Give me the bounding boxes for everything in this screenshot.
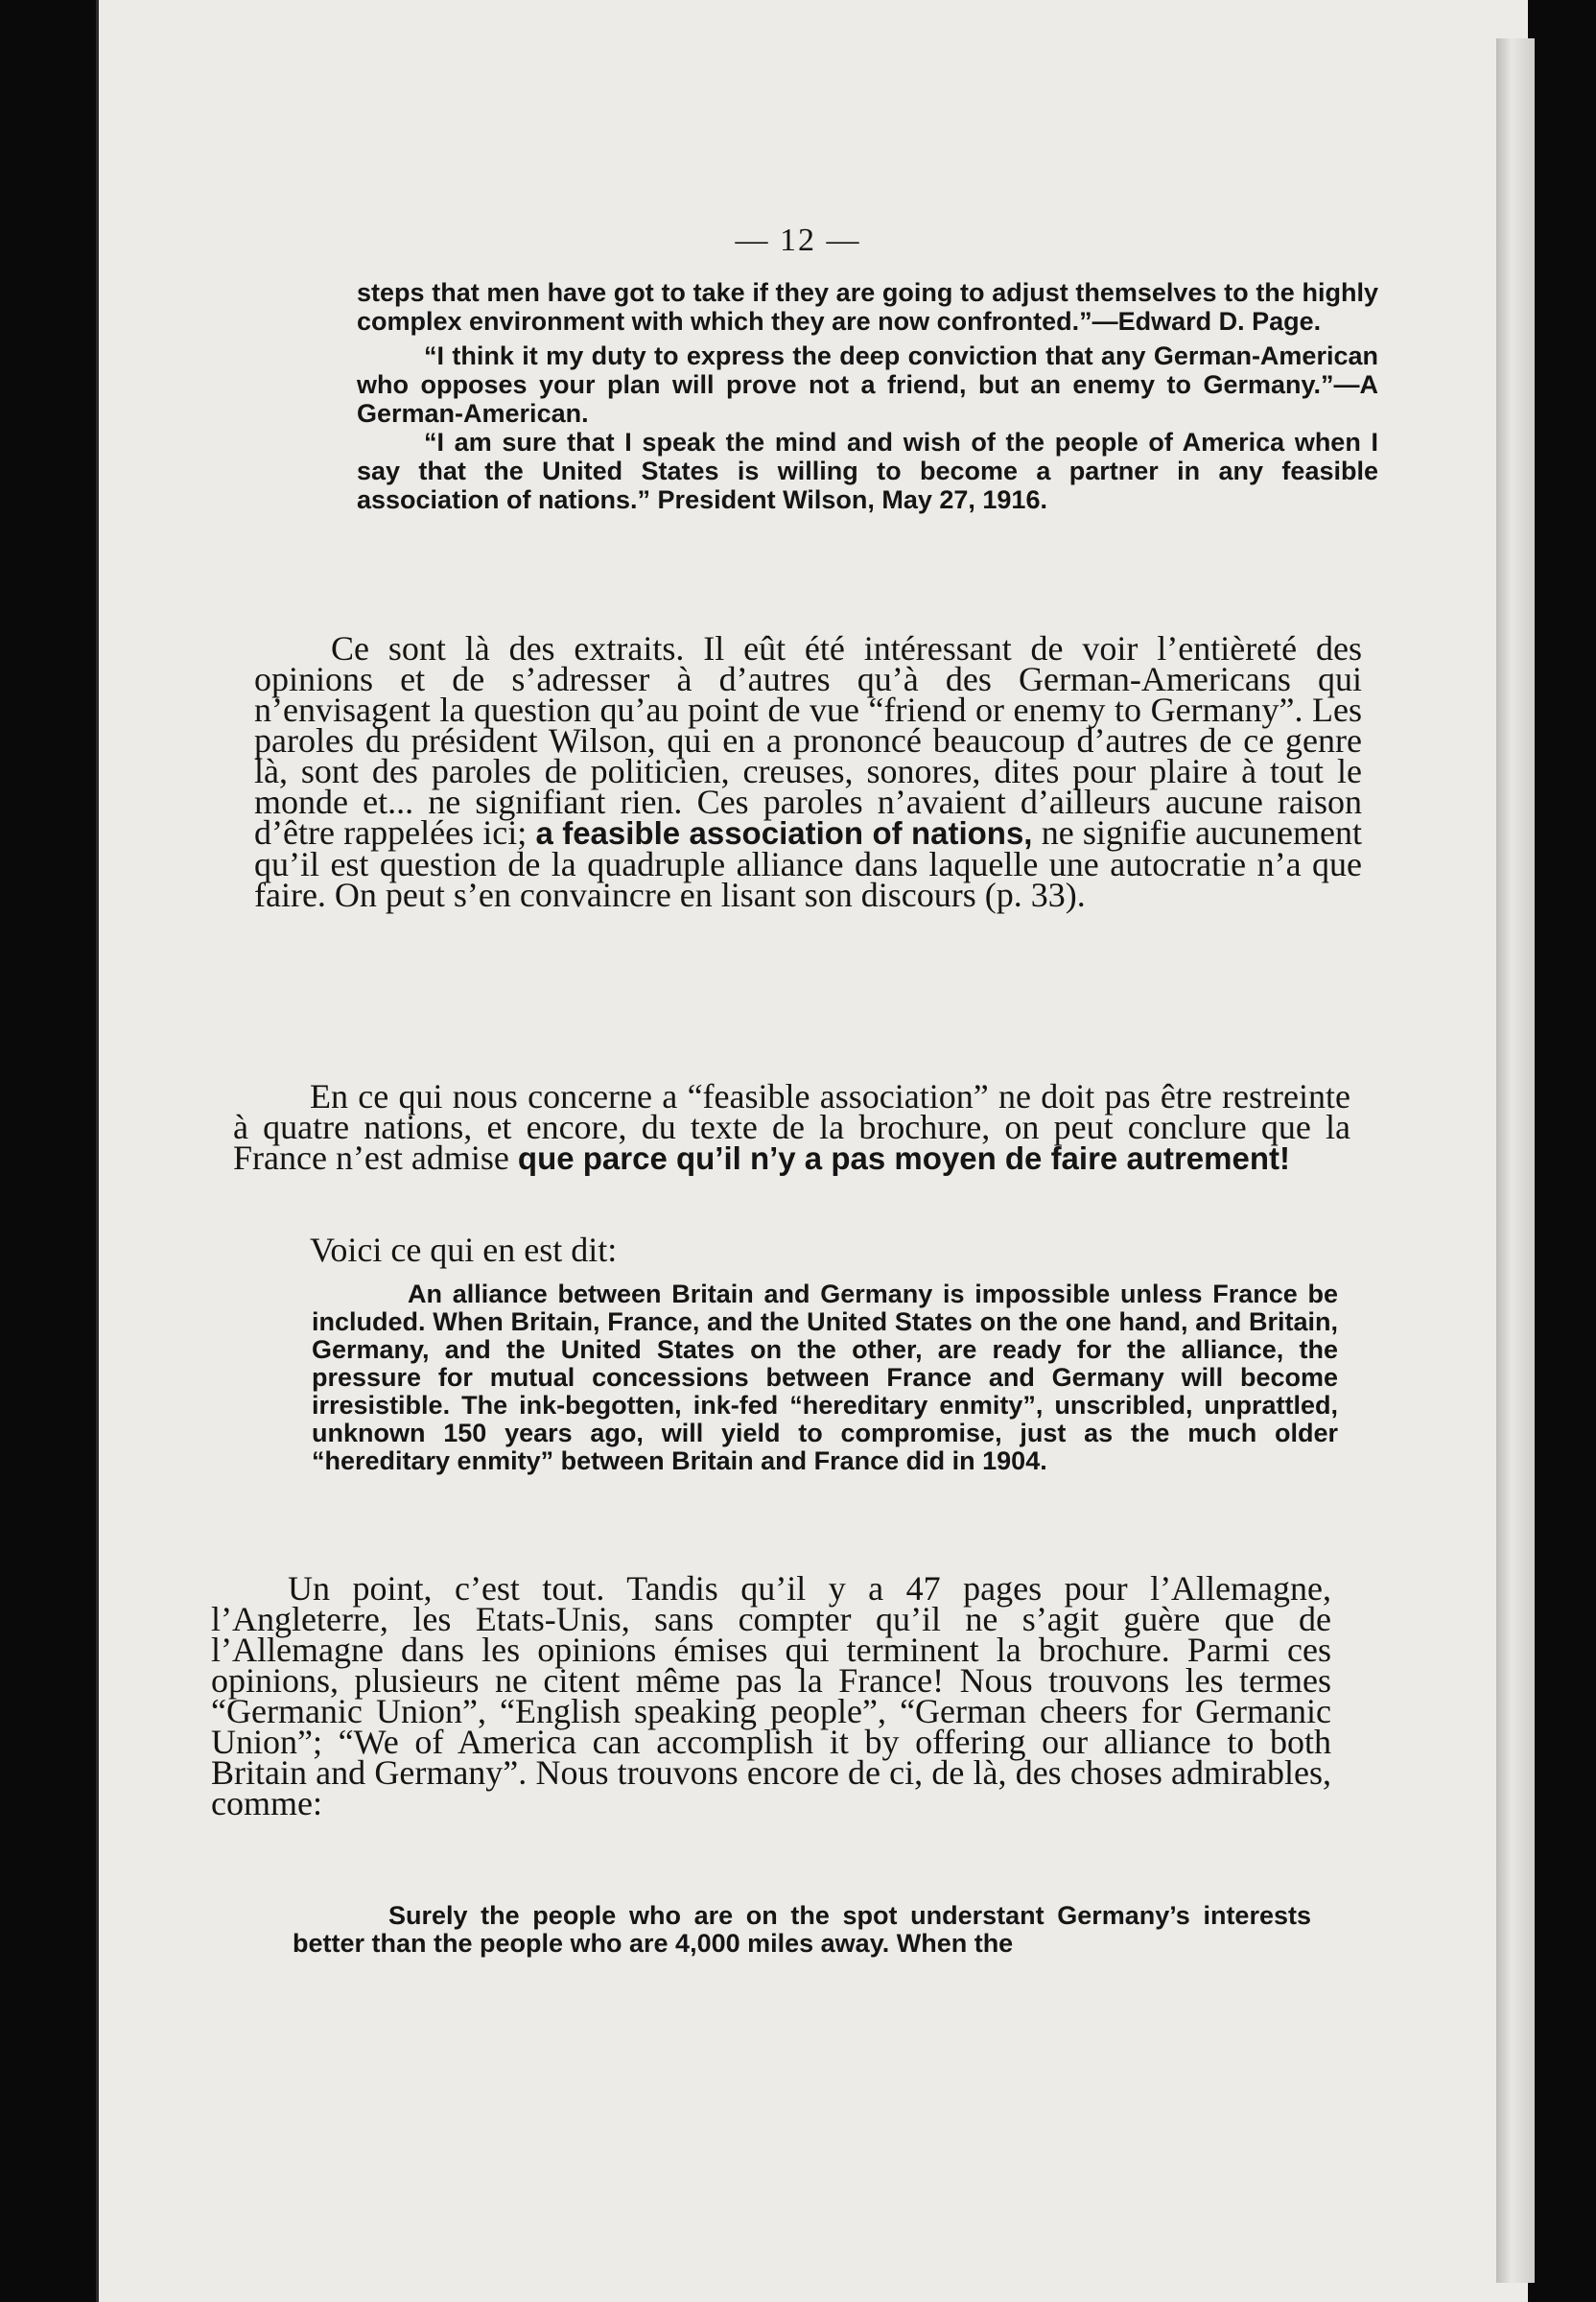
quote-2: “I think it my duty to express the deep conviction that any German-American who opposes your plan will prove not a friend, but an enemy to Germany.”—A German-American.	[357, 341, 1378, 428]
paragraph-3: Voici ce qui en est dit:	[310, 1231, 618, 1269]
block-quote-2: Surely the people who are on the spot understant Germany’s interests better than the people who are 4,000 miles away. When the	[293, 1901, 1311, 1958]
page-edge	[1496, 38, 1535, 2283]
block-quote-1: An alliance between Britain and Germany is impossible unless France be included. When Britain, France, and the United States on the one hand, and Britain, Germany, and the United States on the other, are ready for the alliance, the pressure for mutual concessions between France and Germany will become irresistible. The ink-begotten, ink-fed “hereditary enmity”, unscribled, unprattled, unknown 150 years ago, will yield to compromise, just as the much older “hereditary enmity” between Britain and France did in 1904.	[312, 1280, 1338, 1475]
paragraph-1: Ce sont là des extraits. Il eût été intéressant de voir l’entièreté des opinions et de s’adresser à d’autres qu’à des German-Americans qui n’envisagent la question qu’au point de vue “friend or enemy to Germany”. Les paroles du président Wilson, qui en a prononcé beaucoup d’autres de ce genre là, sont des paroles de politicien, creuses, sonores, dites pour plaire à tout le monde et... ne signifiant rien. Ces paroles n’avaient d’ailleurs aucune raison d’être rappelées ici; a feasible association of nations, ne signifie aucunement qu’il est question de la quadruple alliance dans laquelle une autocratie n’a que faire. On peut s’en convaincre en lisant son discours (p. 33).	[254, 629, 1363, 914]
quote-3-author: President Wilson, May 27, 1916.	[657, 485, 1047, 514]
opening-quotes	[357, 278, 1378, 514]
emphasis-feasible-association: a feasible association of nations,	[535, 815, 1033, 851]
emphasis-nous-trouvons: Nous trouvons les termes “Germanic Union”, “English speaking people”, “German cheers for Germanic Union”; “We of America can accomplish it by offering our alliance to both Britain and Germany”. Nous trouvons encore de ci, de là, des choses admirables, comme:	[211, 1661, 1331, 1822]
paragraph-4: Un point, c’est tout. Tandis qu’il y a 47 pages pour l’Allemagne, l’Angleterre, les Etats-Unis, sans compter qu’il ne s’agit guère que de l’Allemagne dans les opinions émises qui terminent la brochure. Parmi ces opinions, plusieurs ne citent même pas la France! Nous trouvons les termes “Germanic Union”, “English speaking people”, “German cheers for Germanic Union”; “We of America can accomplish it by offering our alliance to both Britain and Germany”. Nous trouvons encore de ci, de là, des choses admirables, comme:	[211, 1569, 1331, 1822]
page-number: — 12 —	[735, 223, 861, 258]
emphasis-pas-moyen: que parce qu’il n’y a pas moyen de faire autrement!	[517, 1140, 1290, 1176]
scan-border	[1535, 0, 1596, 2302]
quote-1-author: Edward D. Page.	[1117, 307, 1322, 336]
quote-1: steps that men have got to take if they are going to adjust themselves to the highly complex environment with which they are now confronted.”—Edward D. Page.	[357, 278, 1378, 336]
quote-2-author: A German-American.	[357, 370, 1378, 428]
quote-3: “I am sure that I speak the mind and wish of the people of America when I say that the United States is willing to become a partner in any feasible association of nations.” President Wilson, May 27, 1916.	[357, 428, 1378, 514]
paragraph-2: En ce qui nous concerne a “feasible association” ne doit pas être restreinte à quatre nations, et encore, du texte de la brochure, on peut conclure que la France n’est admise que parce qu’il n’y a pas moyen de faire autrement!	[233, 1077, 1350, 1177]
